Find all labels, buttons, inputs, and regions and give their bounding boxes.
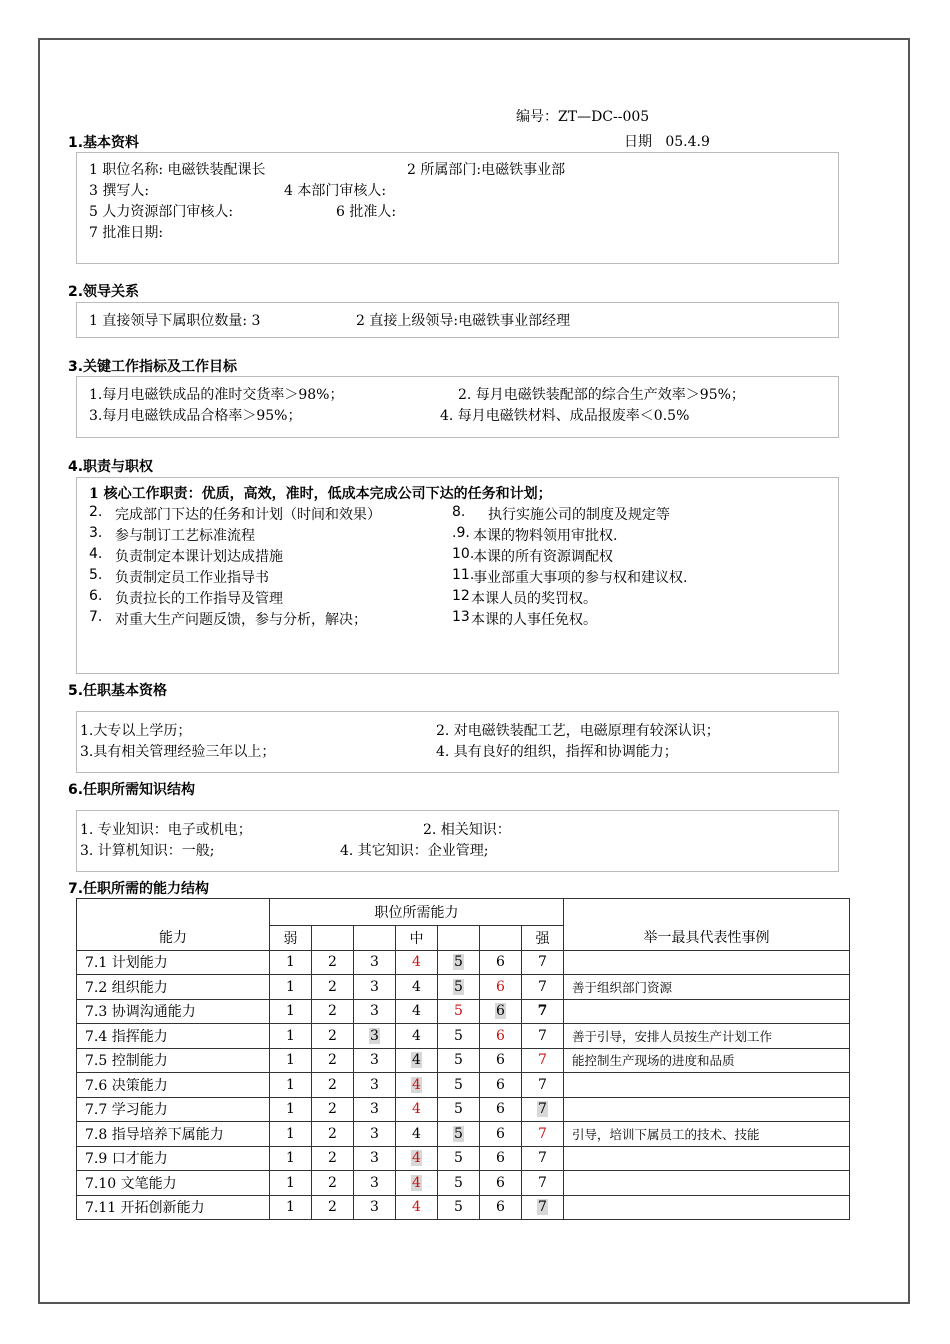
score-value: 7 bbox=[537, 1003, 548, 1020]
duty-right-number: 10. bbox=[452, 546, 475, 562]
score-value: 6 bbox=[496, 1199, 505, 1216]
ability-name: 7.2 组织能力 bbox=[77, 975, 270, 1000]
score-cell bbox=[522, 1171, 564, 1196]
score-value: 2 bbox=[328, 1174, 337, 1191]
score-value: 4 bbox=[412, 1101, 421, 1118]
score-value: 6 bbox=[496, 1027, 505, 1044]
score-value: 1 bbox=[286, 1174, 295, 1191]
score-cell bbox=[438, 950, 480, 975]
duty-left-number: 4. bbox=[89, 546, 103, 562]
score-cell bbox=[396, 1048, 438, 1073]
score-value: 1 bbox=[286, 1125, 295, 1142]
score-value: 5 bbox=[454, 1150, 463, 1167]
ability-table bbox=[76, 898, 850, 1220]
score-value: 1 bbox=[286, 1003, 295, 1020]
score-cell bbox=[438, 1073, 480, 1098]
score-value: 6 bbox=[496, 954, 505, 971]
score-cell bbox=[438, 1097, 480, 1122]
score-cell bbox=[312, 999, 354, 1024]
score-value: 2 bbox=[328, 1003, 337, 1020]
score-cell bbox=[480, 1048, 522, 1073]
score-cell bbox=[354, 950, 396, 975]
ability-example bbox=[564, 1073, 850, 1098]
section-3-title: 3.关键工作指标及工作目标 bbox=[68, 359, 238, 375]
score-cell bbox=[270, 999, 312, 1024]
document-date: 日期 05.4.9 bbox=[624, 134, 710, 150]
score-value: 2 bbox=[328, 1076, 337, 1093]
score-cell bbox=[396, 950, 438, 975]
score-cell bbox=[396, 1024, 438, 1049]
score-value: 2 bbox=[328, 1199, 337, 1216]
kpi-2: 2. 每月电磁铁装配部的综合生产效率＞95%； bbox=[458, 387, 745, 403]
score-value: 7 bbox=[538, 1052, 547, 1069]
qual-4: 4. 具有良好的组织，指挥和协调能力； bbox=[436, 744, 678, 760]
score-value: 7 bbox=[538, 1199, 547, 1216]
score-cell bbox=[480, 1122, 522, 1147]
score-value: 3 bbox=[370, 1174, 379, 1191]
score-value: 7 bbox=[538, 1174, 547, 1191]
section-1-title: 1.基本资料 bbox=[68, 135, 140, 151]
score-value: 6 bbox=[496, 1003, 505, 1020]
ability-name: 7.1 计划能力 bbox=[77, 950, 270, 975]
duty-left-text: 负责拉长的工作指导及管理 bbox=[115, 591, 283, 607]
score-cell bbox=[312, 1122, 354, 1147]
score-cell bbox=[522, 1122, 564, 1147]
ability-row bbox=[77, 1048, 850, 1073]
score-cell bbox=[480, 975, 522, 1000]
score-cell bbox=[438, 1171, 480, 1196]
ability-name: 7.3 协调沟通能力 bbox=[77, 999, 270, 1024]
score-cell bbox=[396, 1146, 438, 1171]
ability-name: 7.11 开拓创新能力 bbox=[77, 1195, 270, 1220]
score-cell bbox=[438, 999, 480, 1024]
knowledge-3: 3. 计算机知识：一般; bbox=[80, 843, 215, 859]
duty-left-number: 3. bbox=[89, 525, 103, 541]
section-6-title: 6.任职所需知识结构 bbox=[68, 782, 196, 798]
score-value: 4 bbox=[412, 954, 421, 971]
score-cell bbox=[522, 1024, 564, 1049]
score-value: 4 bbox=[412, 1076, 421, 1093]
score-value: 1 bbox=[286, 1101, 295, 1118]
score-cell bbox=[312, 1024, 354, 1049]
duty-left-text: 参与制订工艺标准流程 bbox=[115, 528, 255, 544]
ability-row bbox=[77, 1146, 850, 1171]
kpi-1: 1.每月电磁铁成品的准时交货率＞98%； bbox=[89, 387, 344, 403]
score-value: 3 bbox=[370, 1076, 379, 1093]
score-cell bbox=[312, 1146, 354, 1171]
qual-3: 3.具有相关管理经验三年以上； bbox=[80, 744, 276, 760]
score-value: 3 bbox=[370, 954, 379, 971]
ability-example bbox=[564, 999, 850, 1024]
score-value: 7 bbox=[538, 978, 547, 995]
score-cell bbox=[480, 1171, 522, 1196]
score-cell bbox=[312, 1097, 354, 1122]
subordinate-count: 1 直接领导下属职位数量: 3 bbox=[89, 313, 261, 329]
score-cell bbox=[480, 1097, 522, 1122]
header-ability: 能力 bbox=[77, 899, 270, 951]
ability-name: 7.9 口才能力 bbox=[77, 1146, 270, 1171]
section-4-title: 4.职责与职权 bbox=[68, 459, 154, 475]
ability-example bbox=[564, 1171, 850, 1196]
ability-name: 7.6 决策能力 bbox=[77, 1073, 270, 1098]
score-cell bbox=[396, 999, 438, 1024]
score-value: 6 bbox=[496, 1052, 505, 1069]
score-value: 7 bbox=[538, 1076, 547, 1093]
ability-row bbox=[77, 999, 850, 1024]
ability-name: 7.8 指导培养下属能力 bbox=[77, 1122, 270, 1147]
score-cell bbox=[270, 1122, 312, 1147]
score-cell bbox=[354, 1171, 396, 1196]
score-cell bbox=[396, 1195, 438, 1220]
score-value: 3 bbox=[370, 1101, 379, 1118]
duty-right-number: 13 bbox=[452, 609, 470, 625]
score-cell bbox=[438, 1146, 480, 1171]
header-mid: 中 bbox=[396, 926, 438, 951]
score-value: 6 bbox=[496, 978, 505, 995]
score-value: 3 bbox=[370, 1003, 379, 1020]
score-cell bbox=[438, 975, 480, 1000]
duty-right-number: .9. bbox=[452, 525, 470, 541]
score-cell bbox=[354, 1024, 396, 1049]
duty-right-text: 本课的物料领用审批权. bbox=[473, 528, 618, 544]
ability-name: 7.10 文笔能力 bbox=[77, 1171, 270, 1196]
score-cell bbox=[354, 1146, 396, 1171]
score-value: 6 bbox=[496, 1174, 505, 1191]
direct-superior: 2 直接上级领导:电磁铁事业部经理 bbox=[356, 313, 571, 329]
ability-row bbox=[77, 1073, 850, 1098]
ability-row bbox=[77, 1024, 850, 1049]
score-cell bbox=[438, 1048, 480, 1073]
score-cell bbox=[270, 1097, 312, 1122]
ability-name: 7.5 控制能力 bbox=[77, 1048, 270, 1073]
score-cell bbox=[396, 1171, 438, 1196]
qual-2: 2. 对电磁铁装配工艺，电磁原理有较深认识； bbox=[436, 723, 720, 739]
ability-row bbox=[77, 950, 850, 975]
score-value: 4 bbox=[412, 1174, 421, 1191]
score-cell bbox=[354, 1048, 396, 1073]
score-cell bbox=[522, 999, 564, 1024]
knowledge-4: 4. 其它知识：企业管理; bbox=[340, 843, 489, 859]
score-value: 1 bbox=[286, 1027, 295, 1044]
score-cell bbox=[270, 950, 312, 975]
score-value: 2 bbox=[328, 1125, 337, 1142]
knowledge-1: 1. 专业知识：电子或机电； bbox=[80, 822, 252, 838]
score-cell bbox=[312, 1195, 354, 1220]
score-cell bbox=[522, 975, 564, 1000]
writer: 3 撰写人: bbox=[89, 183, 150, 199]
score-value: 1 bbox=[286, 954, 295, 971]
score-value: 3 bbox=[370, 1199, 379, 1216]
score-cell bbox=[438, 1195, 480, 1220]
score-cell bbox=[396, 1073, 438, 1098]
score-cell bbox=[270, 1171, 312, 1196]
ability-name: 7.7 学习能力 bbox=[77, 1097, 270, 1122]
score-cell bbox=[354, 999, 396, 1024]
score-value: 3 bbox=[370, 1150, 379, 1167]
score-value: 5 bbox=[454, 1027, 463, 1044]
score-cell bbox=[480, 999, 522, 1024]
score-cell bbox=[480, 950, 522, 975]
duty-right-number: 12 bbox=[452, 588, 470, 604]
duty-left-number: 6. bbox=[89, 588, 103, 604]
score-value: 6 bbox=[496, 1125, 505, 1142]
score-cell bbox=[312, 1171, 354, 1196]
ability-example: 引导，培训下属员工的技术、技能 bbox=[564, 1122, 850, 1147]
duty-right-number: 8. bbox=[452, 504, 466, 520]
score-value: 5 bbox=[454, 1125, 463, 1142]
hr-reviewer: 5 人力资源部门审核人: bbox=[89, 204, 234, 220]
duty-left-number: 2. bbox=[89, 504, 103, 520]
ability-row bbox=[77, 1122, 850, 1147]
score-cell bbox=[312, 1048, 354, 1073]
score-cell bbox=[354, 1097, 396, 1122]
score-value: 2 bbox=[328, 978, 337, 995]
ability-row bbox=[77, 975, 850, 1000]
duty-right-text: 本课的所有资源调配权 bbox=[473, 549, 613, 565]
duty-left-number: 7. bbox=[89, 609, 103, 625]
score-cell bbox=[522, 1048, 564, 1073]
qual-1: 1.大专以上学历； bbox=[80, 723, 192, 739]
score-value: 3 bbox=[370, 1052, 379, 1069]
score-value: 3 bbox=[370, 1125, 379, 1142]
score-value: 1 bbox=[286, 1150, 295, 1167]
score-cell bbox=[270, 1146, 312, 1171]
duty-left-number: 5. bbox=[89, 567, 103, 583]
score-cell bbox=[354, 1073, 396, 1098]
score-cell bbox=[354, 1195, 396, 1220]
score-value: 2 bbox=[328, 1027, 337, 1044]
score-cell bbox=[480, 1024, 522, 1049]
kpi-3: 3.每月电磁铁成品合格率＞95%； bbox=[89, 408, 302, 424]
approval-date: 7 批准日期: bbox=[89, 225, 164, 241]
score-value: 4 bbox=[412, 1052, 421, 1069]
section-7-title: 7.任职所需的能力结构 bbox=[68, 881, 210, 897]
header-required: 职位所需能力 bbox=[270, 899, 564, 926]
score-cell bbox=[270, 1048, 312, 1073]
score-cell bbox=[354, 1122, 396, 1147]
score-value: 5 bbox=[454, 1199, 463, 1216]
score-cell bbox=[396, 1122, 438, 1147]
score-value: 5 bbox=[454, 1174, 463, 1191]
score-cell bbox=[270, 1024, 312, 1049]
score-value: 6 bbox=[496, 1076, 505, 1093]
ability-example: 善于组织部门资源 bbox=[564, 975, 850, 1000]
ability-row bbox=[77, 1195, 850, 1220]
score-cell bbox=[312, 1073, 354, 1098]
ability-row bbox=[77, 1171, 850, 1196]
score-value: 6 bbox=[496, 1101, 505, 1118]
header-example: 举一最具代表性事例 bbox=[564, 899, 850, 951]
header-strong: 强 bbox=[522, 926, 564, 951]
score-value: 4 bbox=[412, 1027, 421, 1044]
ability-example bbox=[564, 950, 850, 975]
ability-name: 7.4 指挥能力 bbox=[77, 1024, 270, 1049]
knowledge-2: 2. 相关知识： bbox=[423, 822, 511, 838]
score-value: 2 bbox=[328, 1052, 337, 1069]
score-value: 3 bbox=[370, 978, 379, 995]
score-cell bbox=[522, 1195, 564, 1220]
score-cell bbox=[354, 975, 396, 1000]
core-duty: 1 核心工作职责：优质，高效，准时，低成本完成公司下达的任务和计划； bbox=[89, 486, 552, 502]
score-cell bbox=[270, 1195, 312, 1220]
score-cell bbox=[396, 975, 438, 1000]
ability-example: 善于引导，安排人员按生产计划工作 bbox=[564, 1024, 850, 1049]
duty-left-text: 负责制定本课计划达成措施 bbox=[115, 549, 283, 565]
duty-left-text: 负责制定员工作业指导书 bbox=[115, 570, 269, 586]
duty-right-text: 事业部重大事项的参与权和建议权. bbox=[473, 570, 688, 586]
score-value: 4 bbox=[412, 1199, 421, 1216]
score-value: 4 bbox=[412, 1003, 421, 1020]
ability-example: 能控制生产现场的进度和品质 bbox=[564, 1048, 850, 1073]
score-value: 7 bbox=[538, 954, 547, 971]
score-value: 5 bbox=[454, 978, 463, 995]
score-value: 7 bbox=[538, 1125, 547, 1142]
score-value: 2 bbox=[328, 1150, 337, 1167]
score-value: 1 bbox=[286, 1199, 295, 1216]
score-value: 5 bbox=[454, 954, 463, 971]
duty-right-text: 本课的人事任免权。 bbox=[471, 612, 597, 628]
score-cell bbox=[522, 1146, 564, 1171]
dept-reviewer: 4 本部门审核人: bbox=[284, 183, 387, 199]
score-cell bbox=[480, 1195, 522, 1220]
section-2-title: 2.领导关系 bbox=[68, 284, 140, 300]
score-value: 4 bbox=[412, 978, 421, 995]
duty-left-text: 对重大生产问题反馈，参与分析，解决； bbox=[115, 612, 367, 628]
score-value: 3 bbox=[370, 1027, 379, 1044]
header-weak: 弱 bbox=[270, 926, 312, 951]
score-value: 1 bbox=[286, 978, 295, 995]
score-value: 7 bbox=[538, 1150, 547, 1167]
department: 2 所属部门:电磁铁事业部 bbox=[407, 162, 566, 178]
ability-example bbox=[564, 1195, 850, 1220]
duty-right-number: 11. bbox=[452, 567, 475, 583]
score-cell bbox=[396, 1097, 438, 1122]
score-value: 2 bbox=[328, 954, 337, 971]
score-value: 1 bbox=[286, 1076, 295, 1093]
score-cell bbox=[438, 1122, 480, 1147]
score-value: 5 bbox=[454, 1052, 463, 1069]
score-cell bbox=[480, 1146, 522, 1171]
score-cell bbox=[270, 1073, 312, 1098]
document-code: 编号：ZT—DC--005 bbox=[516, 109, 650, 125]
score-cell bbox=[480, 1073, 522, 1098]
section-5-title: 5.任职基本资格 bbox=[68, 683, 168, 699]
score-value: 4 bbox=[412, 1150, 421, 1167]
score-value: 6 bbox=[496, 1150, 505, 1167]
score-value: 2 bbox=[328, 1101, 337, 1118]
score-cell bbox=[270, 975, 312, 1000]
score-value: 7 bbox=[538, 1101, 547, 1118]
score-value: 5 bbox=[454, 1101, 463, 1118]
score-cell bbox=[522, 1073, 564, 1098]
ability-example bbox=[564, 1097, 850, 1122]
duty-right-text: 本课人员的奖罚权。 bbox=[471, 591, 597, 607]
kpi-4: 4. 每月电磁铁材料、成品报废率＜0.5% bbox=[440, 408, 690, 424]
score-cell bbox=[438, 1024, 480, 1049]
score-cell bbox=[312, 975, 354, 1000]
position-name: 1 职位名称: 电磁铁装配课长 bbox=[89, 162, 266, 178]
score-value: 7 bbox=[538, 1027, 547, 1044]
score-cell bbox=[312, 950, 354, 975]
score-value: 5 bbox=[454, 1076, 463, 1093]
approver: 6 批准人: bbox=[336, 204, 397, 220]
score-value: 1 bbox=[286, 1052, 295, 1069]
ability-row bbox=[77, 1097, 850, 1122]
duty-left-text: 完成部门下达的任务和计划（时间和效果） bbox=[115, 507, 381, 523]
score-cell bbox=[522, 950, 564, 975]
duty-right-text: 执行实施公司的制度及规定等 bbox=[488, 507, 670, 523]
score-cell bbox=[522, 1097, 564, 1122]
score-value: 5 bbox=[454, 1003, 463, 1020]
score-value: 4 bbox=[412, 1125, 421, 1142]
ability-example bbox=[564, 1146, 850, 1171]
